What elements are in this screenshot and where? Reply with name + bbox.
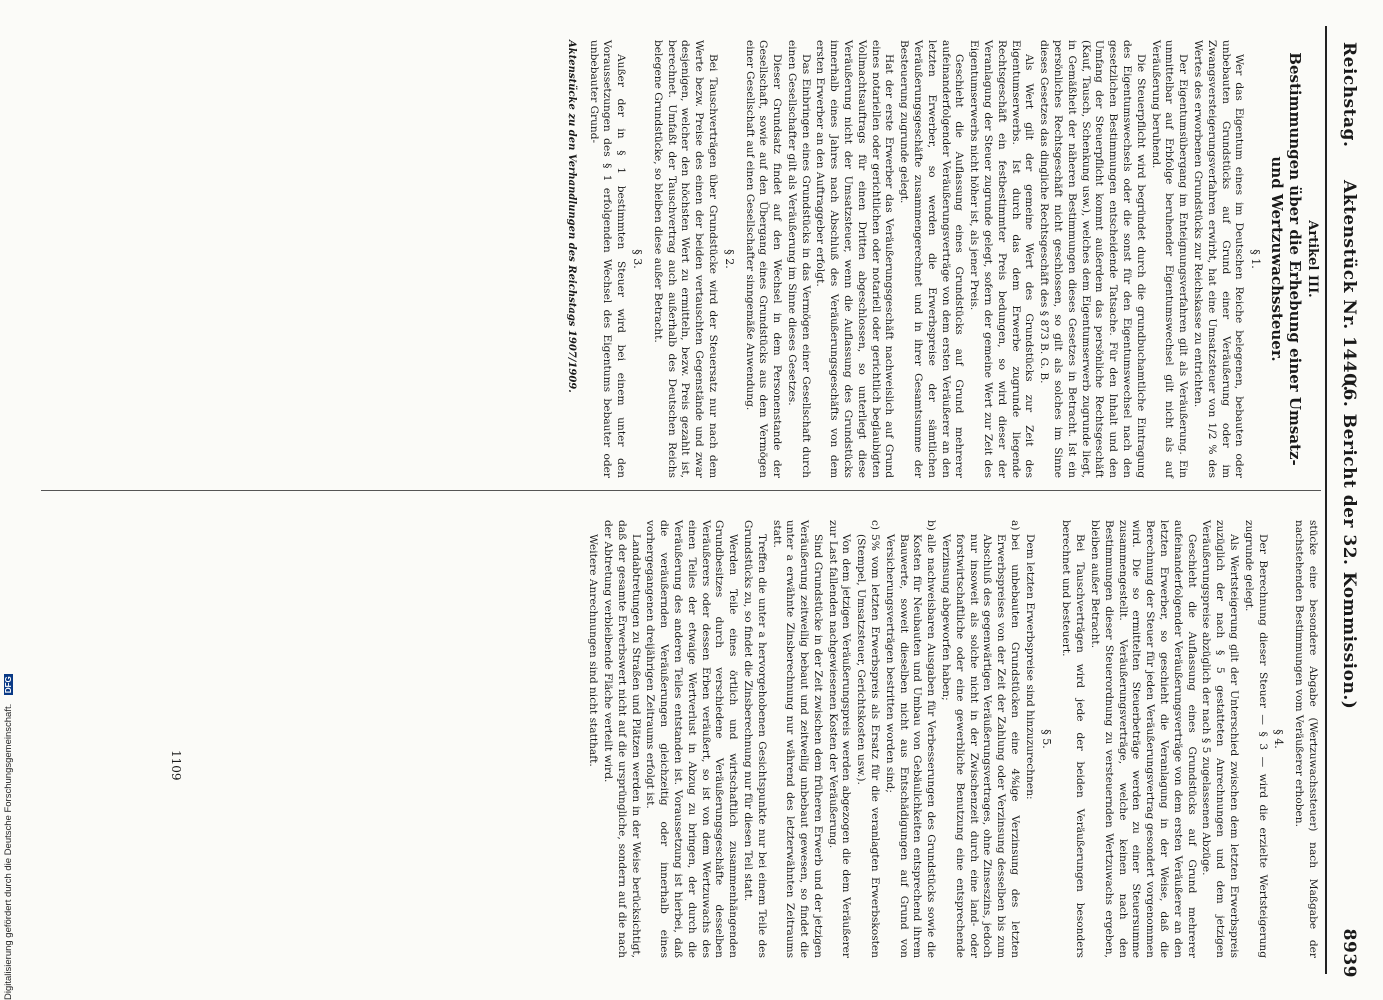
paragraph: Der Eigentumsübergang im Enteignungsverfahren gilt als Veräußerung. Ein unmittelbar auf Erbfolge beruhender Eigentumswechsel gilt nicht als auf Veräußerung beruhend. — [1149, 40, 1190, 478]
footer-note: Aktenstücke zu den Verhandlungen des Reichstags 1907/1909. — [565, 40, 577, 393]
column-divider — [41, 490, 1321, 491]
paragraph: Als Wertsteigerung gilt der Unterschied zwischen dem letzten Erwerbspreis zuzüglich der nach § 5 gestatteten Anrechnungen und dem jetzigen Veräußerungspreise abzüglich der nach § 5 zugelassenen Abzüge. — [1200, 520, 1241, 958]
bottom-page-number: 1109 — [169, 750, 183, 781]
left-column — [563, 40, 1319, 478]
list-item-text: alle nachweisbaren Ausgaben für Verbesserungen des Grundstücks sowie die Kosten für Neubauten und Umbau von Gebäulichkeiten entsprechend ihrem Bauwerte, soweit dieselben nicht aus Entschädigungen auf Grund von Versicherungsverträgen bestritten worden sind; — [883, 534, 938, 958]
list-item — [882, 520, 937, 958]
paragraph: Außer der in § 1 bestimmten Steuer wird bei einem unter den Voraussetzungen des § 1 erfolgenden Wechsel des Eigentums bebauter oder unbebauter Grund- — [587, 40, 628, 478]
paragraph: Werden Teile eines örtlich und wirtschaftlich zusammenhängenden Grundbesitzes durch verschiedene Veräußerungsgeschäfte desselben Veräußerers oder dessen Erben veräußert, so ist von dem Wertzuwachs des einen Teiles der etwaige Wertverlust in Abzug zu bringen, der durch die Veräußerung des anderen Teiles entstanden ist. Voraussetzung ist hierbei, daß die veräußernden Veräußerungen gleichzeitig oder innerhalb eines vorhergegangenen dreijährigen Zeitraums erfolgt ist. — [644, 520, 740, 958]
list-marker: c) — [869, 520, 882, 531]
header-left: Reichstag. — [1339, 42, 1359, 148]
list-item-text: bei unbebauten Grundstücken eine 4%ige Verzinsung des letzten Erwerbspreises von der Zeit der Zahlung oder Verzinsung desselben bis zum Abschluß des gegenwärtigen Veräußerungsvertrages, ohne Zinseszins, jedoch nur insoweit als solche nicht in der Zwischenzeit durch eine land- oder forstwirtschaftliche oder eine gewerbliche Benutzung eine entsprechende Verzinsung abgeworfen haben; — [940, 534, 1022, 958]
page-number: 8939 — [1339, 928, 1359, 978]
list-marker: a) — [1009, 520, 1022, 531]
dfg-logo: DFG — [4, 676, 13, 694]
paragraph: Die Steuerpflicht wird begründet durch die grundbuchamtliche Eintragung des Eigentumswechsels oder die sonst für den Eigentumswechsel nach den gesetzlichen Bestimmungen entscheidende Tatsache. Für den Inhalt und den Umfang der Steuerpflicht kommt außerdem das persönliche Rechtsgeschäft (Kauf, Tausch, Schenkung usw.), welches dem Eigentumserwerb zugrunde liegt, in Gemäßheit der näheren Bestimmungen dieses Gesetzes in Betracht. Ist ein persönliches Rechtsgeschäft nicht geschlossen, so gilt als solches im Sinne dieses Gesetzes das dingliche Rechtsgeschäft des § 873 B. G. B. — [1038, 40, 1147, 478]
paragraph: Hat der erste Erwerber das Veräußerungsgeschäft nachweislich auf Grund eines notariellen oder gerichtlichen oder notariell oder gerichtlich beglaubigten Vollmachtsauftrags für einen Dritten abgeschlossen, so unterliegt diese Veräußerung nicht der Umsatzsteuer, wenn die Auflassung des Grundstücks innerhalb eines Jahres nach Abschluß des Veräußerungsgeschäfts von dem ersten Erwerber an den Auftraggeber erfolgt. — [814, 40, 896, 478]
section-title: Bestimmungen über die Erhebung einer Umsatz- und Wertzuwachssteuer. — [1268, 52, 1305, 466]
paragraph: Sind Grundstücke in der Zeit zwischen dem früheren Erwerb und der jetzigen Veräußerung zeitweilig bebaut und zeitweilig unbebaut gewesen, so findet die unter a erwähnte Zinsberechnung nur während des letzterwähnten Zeitraums statt. — [770, 520, 824, 958]
stamp-text: Digitalisierung gefördert durch die Deutsche Forschungsgemeinschaft. — [3, 703, 14, 1000]
header-right: (6. Bericht der 32. Kommission.) — [1339, 380, 1359, 710]
paragraph: Wer das Eigentum eines im Deutschen Reiche belegenen, bebauten oder unbebauten Grundstücks auf Grund einer Veräußerung oder im Zwangsversteigerungsverfahren erwirbt, hat eine Umsatzsteuer von 1/2 % des Wertes des erworbenen Grundstücks zur Reichskasse zu entrichten. — [1192, 40, 1246, 478]
paragraph-heading: § 2. — [722, 249, 736, 269]
list-item — [938, 520, 1021, 958]
header-center: Aktenstück Nr. 1440. — [1339, 180, 1359, 392]
paragraph: Bei Tauschverträgen wird jede der beiden Veräußerungen besonders berechnet und besteuert. — [1060, 520, 1087, 958]
paragraph: Weitere Anrechnungen sind nicht statthaft. — [587, 534, 600, 767]
paragraph: Dieser Grundsatz findet auf den Wechsel in dem Personenstande der Gesellschaft, sowie auf den Übergang eines Grundstücks aus dem Vermögen einer Gesellschaft auf einen Gesellschafter sinngemäße Anwendung. — [743, 40, 784, 478]
paragraph-heading: § 5. — [1039, 729, 1053, 749]
paragraph: stücke eine besondere Abgabe (Wertzuwachssteuer) nach Maßgabe der nachstehenden Bestimmungen vom Veräußerer erhoben. — [1293, 520, 1319, 958]
paragraph: Bei Tauschverträgen über Grundstücke wird der Steuersatz nur nach dem Werte bezw. Preise des einen der beiden vertauschten Gegenstände und zwar desjenigen, welcher den höchsten Wert zu ermitteln, bezw. Preis gezahlt ist, berechnet. Umfaßt der Tauschvertrag auch außerhalb des Deutschen Reichs belegene Grundstücke, so bleiben diese außer Betracht. — [651, 40, 719, 478]
paragraph-heading: § 1. — [1249, 249, 1263, 269]
paragraph: Als Wert gilt der gemeine Wert des Grundstücks zur Zeit des Eigentumserwerbs. Ist durch das dem Erwerbe zugrunde liegende Rechtsgeschäft ein festbestimmter Preis bedungen, so wird dieser der Veranlagung der Steuer zugrunde gelegt, sofern der gemeine Wert zur Zeit des Eigentumserwerbs nicht höher ist, als jener Preis. — [968, 40, 1036, 478]
paragraph: Geschieht die Auflassung eines Grundstücks auf Grund mehrerer aufeinanderfolgender Veräußerungsverträge von dem ersten Veräußerer an den letzten Erwerber, so werden die Erwerbspreise der sämtlichen Veräußerungsgeschäfte zusammengerechnet und in ihrer Gesamtsumme der Besteuerung zugrunde gelegt. — [898, 40, 966, 478]
paragraph: Landabtretungen zu Straßen und Plätzen werden in der Weise berücksichtigt, daß der gesamte Erwerbswert nicht auf die ursprüngliche, sondern auf die nach der Abtretung verbleibende Fläche verteilt wird. — [601, 520, 642, 958]
paragraph-heading: § 3. — [630, 249, 644, 269]
header-rule — [1325, 26, 1327, 974]
paragraph: Der Berechnung dieser Steuer — § 3 — wird die erzielte Wertsteigerung zugrunde gelegt. — [1242, 520, 1269, 958]
article-heading: Artikel III. — [1305, 220, 1320, 298]
list-item — [854, 520, 882, 958]
list-item-text: 5% vom letzten Erwerbspreis als Ersatz für die veranlagten Erwerbskosten (Stempel, Umsatzsteuer, Gerichtskosten usw.). — [855, 534, 882, 958]
paragraph: Dem letzten Erwerbspreise sind hinzuzurechnen: — [1023, 534, 1036, 800]
right-column — [584, 520, 1319, 958]
running-header — [1331, 20, 1371, 978]
paragraph: Von dem jetzigen Veräußerungspreis werden abgezogen die dem Veräußerer zur Last fallenden nachgewiesenen Kosten der Veräußerung. — [826, 520, 853, 958]
paragraph: Treffen die unter a hervorgehobenen Gesichtspunkte nur bei einem Teile des Grundstücks zu, so findet die Zinsberechnung nur für diesen Teil statt. — [741, 520, 768, 958]
paragraph: Das Einbringen eines Grundstücks in das Vermögen einer Gesellschaft durch einen Gesellschafter gilt als Veräußerung im Sinne dieses Gesetzes. — [785, 40, 812, 478]
list-marker: b) — [925, 520, 938, 531]
paragraph: Geschieht die Auflassung eines Grundstücks auf Grund mehrerer aufeinanderfolgender Veräußerungsverträge von dem ersten Veräußerer an den letzten Erwerber, so geschieht die Veranlagung in der Weise, daß die Berechnung der Steuer für jeden Veräußerungsvertrag gesondert vorgenommen wird. Die so ermittelten Steuerbeträge werden zu einer Steuersumme zusammengestellt. Veräußerungsverträge, welche keinen nach den Bestimmungen dieser Steuerordnung zu versteuernden Wertzuwachs ergeben, bleiben außer Betracht. — [1089, 520, 1198, 958]
enumerated-list — [854, 520, 1022, 958]
paragraph-heading: § 4. — [1272, 729, 1286, 749]
